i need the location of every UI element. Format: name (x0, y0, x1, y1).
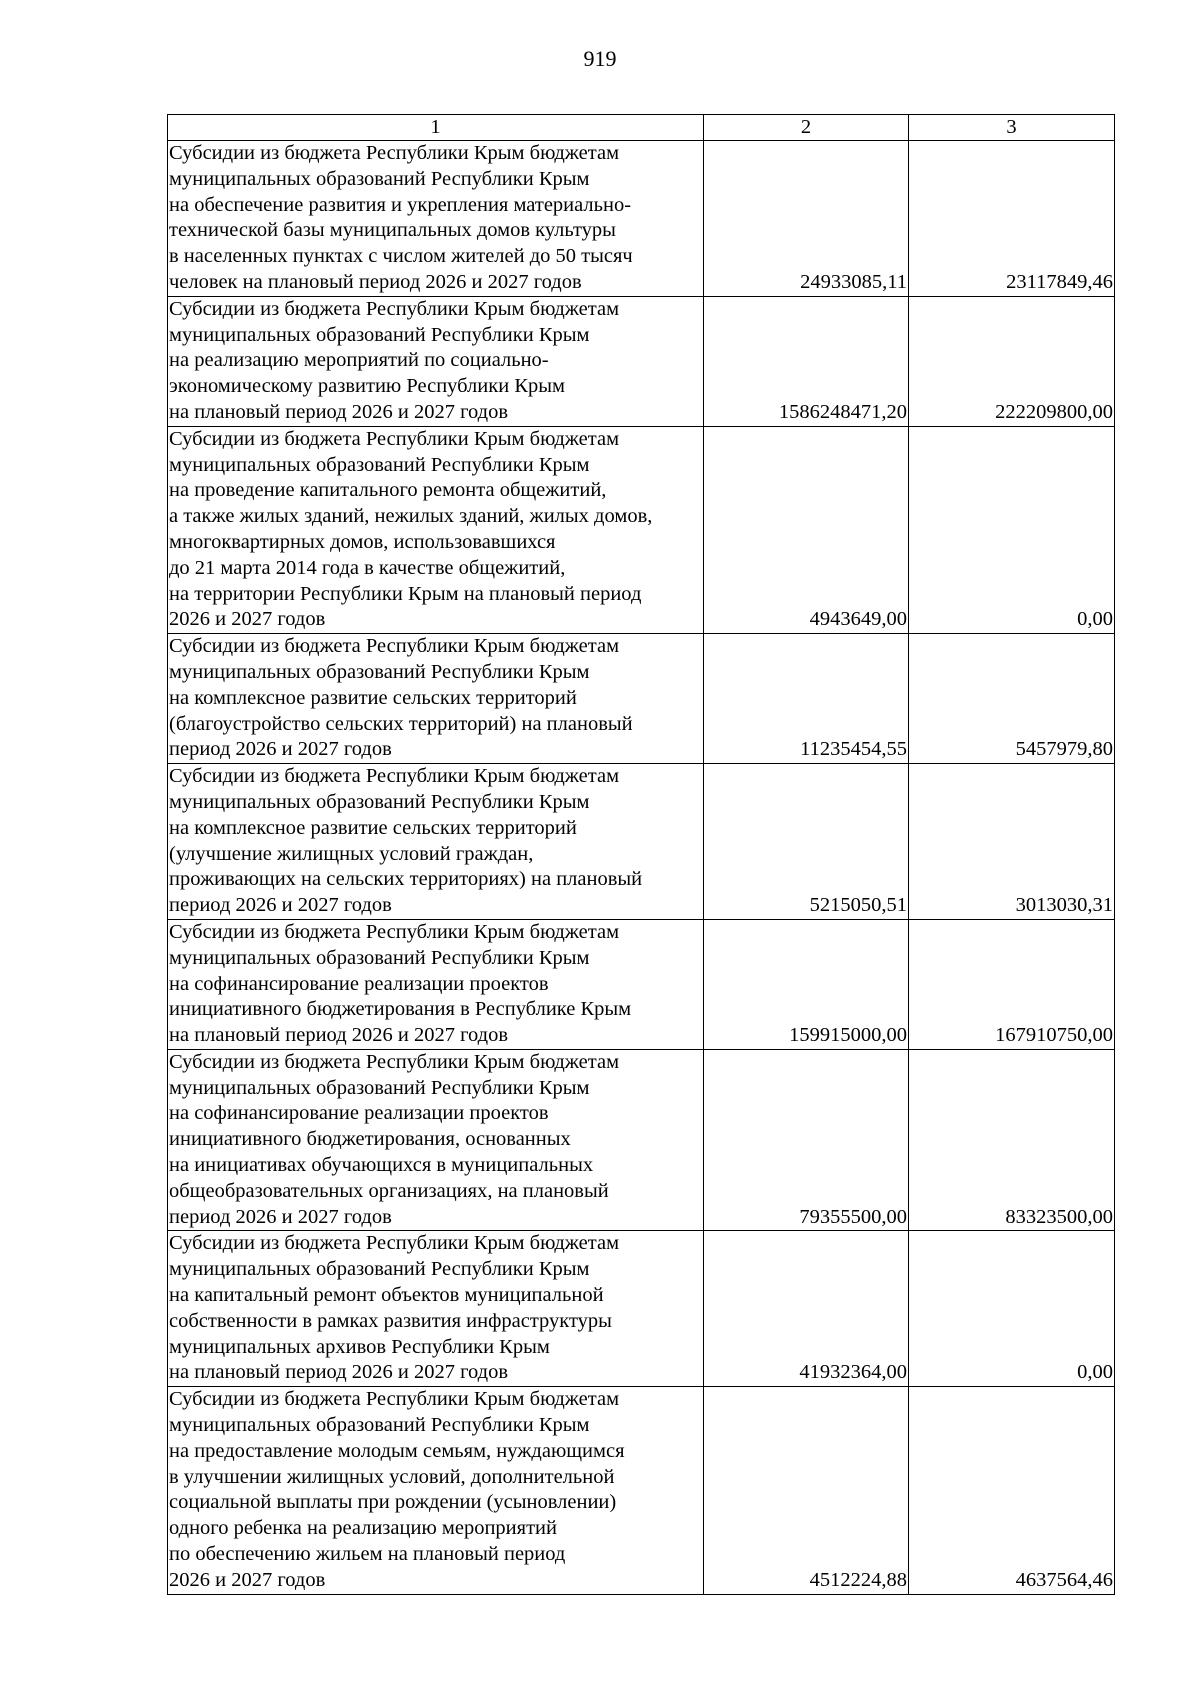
row-description: Субсидии из бюджета Республики Крым бюджетам муниципальных образований Республики Крым на проведение капитального ремонта общежитий, а также жилых зданий, нежилых зданий, жилых домов, многоквартирных домов, использовавшихся до 21 марта 2014 года в качестве общежитий, на территории Республики Крым на плановый период 2026 и 2027 годов (168, 426, 704, 633)
subsidies-table (167, 114, 1115, 1595)
row-value-2027: 0,00 (909, 1231, 1115, 1387)
column-header-2: 2 (704, 115, 909, 141)
table-row (168, 634, 1115, 764)
row-value-2026: 159915000,00 (704, 919, 909, 1049)
row-description: Субсидии из бюджета Республики Крым бюджетам муниципальных образований Республики Крым на комплексное развитие сельских территорий (улучшение жилищных условий граждан, проживающих на сельских территориях) на плановый период 2026 и 2027 годов (168, 764, 704, 920)
row-description: Субсидии из бюджета Республики Крым бюджетам муниципальных образований Республики Крым на предоставление молодым семьям, нуждающимся в улучшении жилищных условий, дополнительной социальной выплаты при рождении (усыновлении) одного ребенка на реализацию мероприятий по обеспечению жильем на плановый период 2026 и 2027 годов (168, 1387, 704, 1594)
column-header-3: 3 (909, 115, 1115, 141)
row-description: Субсидии из бюджета Республики Крым бюджетам муниципальных образований Республики Крым на капитальный ремонт объектов муниципальной собственности в рамках развития инфраструктуры муниципальных архивов Республики Крым на плановый период 2026 и 2027 годов (168, 1231, 704, 1387)
row-description: Субсидии из бюджета Республики Крым бюджетам муниципальных образований Республики Крым на софинансирование реализации проектов инициативного бюджетирования в Республике Крым на плановый период 2026 и 2027 годов (168, 919, 704, 1049)
table-row (168, 1231, 1115, 1387)
table-header-row (168, 115, 1115, 141)
row-value-2027: 23117849,46 (909, 141, 1115, 297)
table-row (168, 764, 1115, 920)
row-value-2026: 11235454,55 (704, 634, 909, 764)
row-value-2027: 3013030,31 (909, 764, 1115, 920)
row-description: Субсидии из бюджета Республики Крым бюджетам муниципальных образований Республики Крым на обеспечение развития и укрепления материально- технической базы муниципальных домов культуры в населенных пунктах с числом жителей до 50 тысяч человек на плановый период 2026 и 2027 годов (168, 141, 704, 297)
column-header-1: 1 (168, 115, 704, 141)
row-value-2026: 5215050,51 (704, 764, 909, 920)
table-row (168, 296, 1115, 426)
row-value-2026: 4943649,00 (704, 426, 909, 633)
row-value-2026: 4512224,88 (704, 1387, 909, 1594)
row-value-2026: 1586248471,20 (704, 296, 909, 426)
table-row (168, 141, 1115, 297)
table-row (168, 1387, 1115, 1594)
row-description: Субсидии из бюджета Республики Крым бюджетам муниципальных образований Республики Крым на комплексное развитие сельских территорий (благоустройство сельских территорий) на плановый период 2026 и 2027 годов (168, 634, 704, 764)
row-value-2026: 79355500,00 (704, 1049, 909, 1231)
row-description: Субсидии из бюджета Республики Крым бюджетам муниципальных образований Республики Крым на софинансирование реализации проектов инициативного бюджетирования, основанных на инициативах обучающихся в муниципальных общеобразовательных организациях, на плановый период 2026 и 2027 годов (168, 1049, 704, 1231)
table-row (168, 1049, 1115, 1231)
row-value-2027: 167910750,00 (909, 919, 1115, 1049)
row-value-2027: 4637564,46 (909, 1387, 1115, 1594)
table-row (168, 426, 1115, 633)
row-value-2026: 24933085,11 (704, 141, 909, 297)
row-description: Субсидии из бюджета Республики Крым бюджетам муниципальных образований Республики Крым на реализацию мероприятий по социально- экономическому развитию Республики Крым на плановый период 2026 и 2027 годов (168, 296, 704, 426)
row-value-2027: 5457979,80 (909, 634, 1115, 764)
page-number: 919 (583, 46, 617, 71)
row-value-2027: 83323500,00 (909, 1049, 1115, 1231)
row-value-2027: 222209800,00 (909, 296, 1115, 426)
table-row (168, 919, 1115, 1049)
row-value-2027: 0,00 (909, 426, 1115, 633)
row-value-2026: 41932364,00 (704, 1231, 909, 1387)
